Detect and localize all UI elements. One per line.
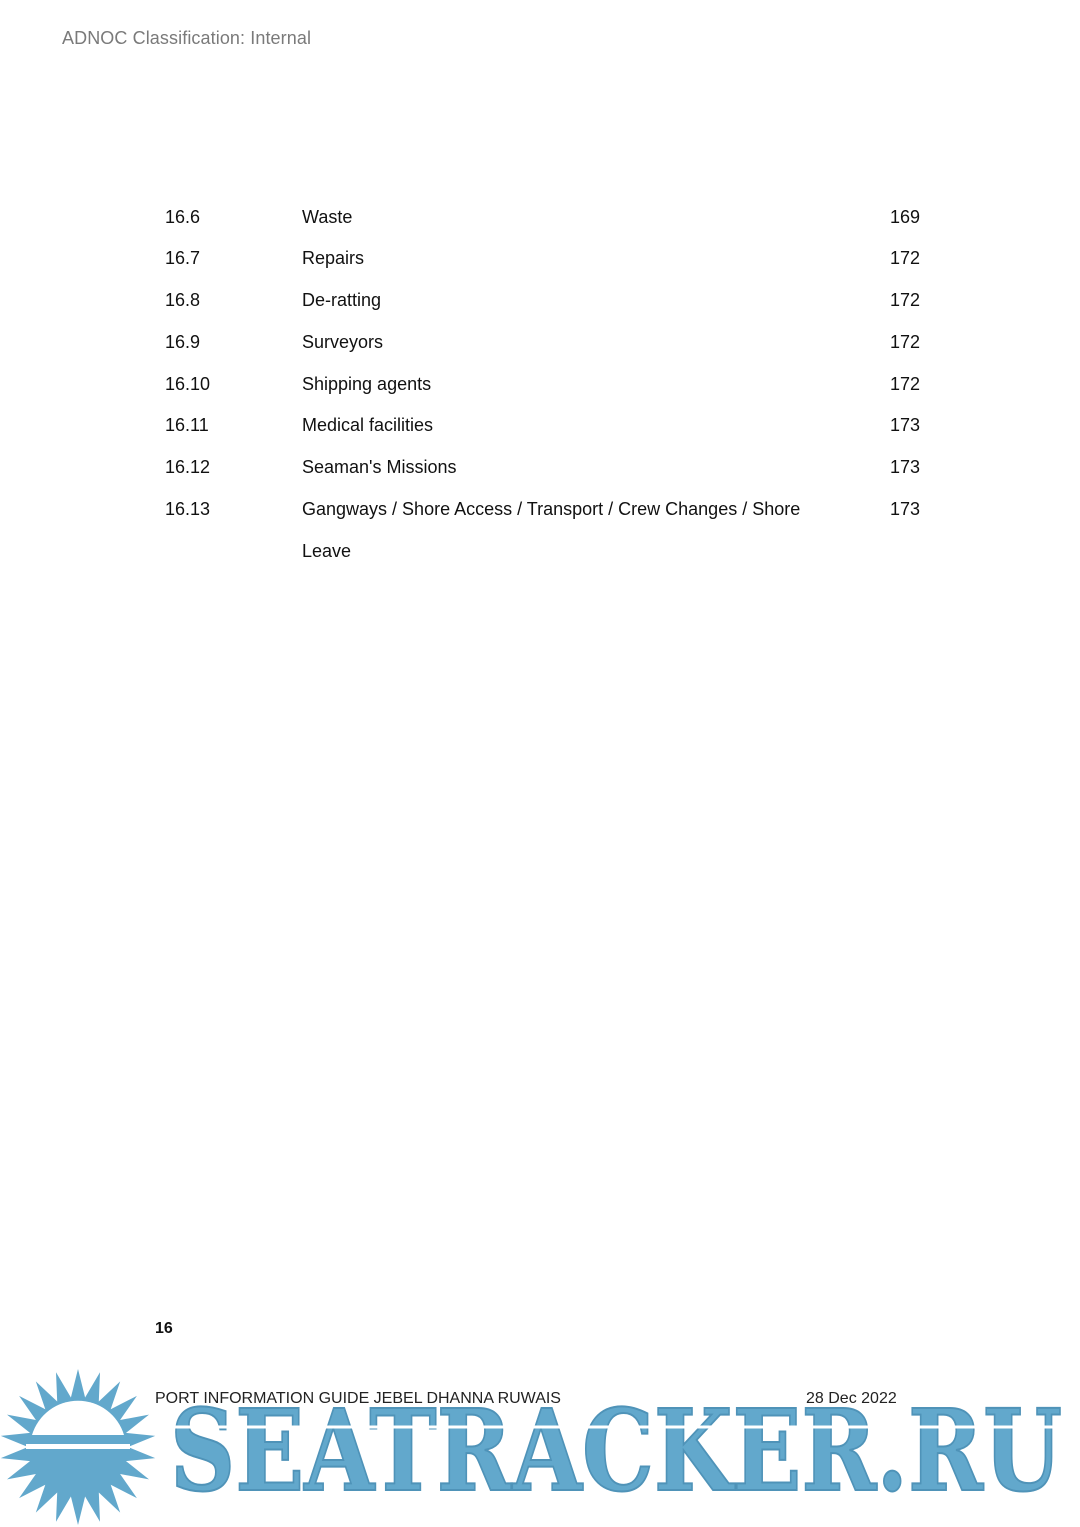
toc-entry-page: 172 xyxy=(889,248,920,268)
toc-entry-number: 16.9 xyxy=(165,332,201,352)
toc-entry xyxy=(0,488,1080,561)
toc-entry-number: 16.11 xyxy=(165,415,209,435)
footer-document-title: PORT INFORMATION GUIDE JEBEL DHANNA RUWAIS xyxy=(155,1390,561,1407)
toc-entry xyxy=(0,446,1080,488)
toc-entry-number: 16.10 xyxy=(165,374,211,394)
toc-entry-title: Shipping agents xyxy=(302,374,432,394)
page-number: 16 xyxy=(155,1320,173,1337)
classification-label: ADNOC Classification: Internal xyxy=(62,28,312,48)
toc-entry-page: 173 xyxy=(889,415,920,435)
toc-entry-page: 173 xyxy=(889,499,920,519)
toc-entry-number: 16.7 xyxy=(165,248,201,268)
toc-entry-title: Surveyors xyxy=(302,332,384,352)
toc-entry-title: Gangways / Shore Access / Transport / Crew Changes / Shore Leave xyxy=(302,499,801,561)
toc-entry-title: Repairs xyxy=(302,248,365,268)
sun-burst-icon xyxy=(1,1369,155,1525)
toc-entry-number: 16.8 xyxy=(165,290,201,310)
toc-entry-page: 173 xyxy=(889,457,920,477)
toc-entry-title: Seaman's Missions xyxy=(302,457,457,477)
toc-entry xyxy=(0,279,1080,321)
toc-entry-title: Waste xyxy=(302,207,353,227)
toc-entry xyxy=(0,321,1080,363)
toc-entry xyxy=(0,237,1080,279)
toc-entry xyxy=(0,196,1080,238)
watermark-text: SEATRACKER.RU xyxy=(170,1386,1062,1517)
toc-entry-number: 16.6 xyxy=(165,207,201,227)
toc-entry-page: 169 xyxy=(889,207,920,227)
toc-entry-page: 172 xyxy=(889,290,920,310)
footer-date: 28 Dec 2022 xyxy=(806,1390,897,1407)
toc-entry xyxy=(0,404,1080,446)
toc-entry-number: 16.13 xyxy=(165,499,211,519)
toc-entry xyxy=(0,363,1080,405)
toc-entry-number: 16.12 xyxy=(165,457,211,477)
toc-entry-page: 172 xyxy=(889,332,920,352)
toc-entry-title: De-ratting xyxy=(302,290,382,310)
toc-entry-title: Medical facilities xyxy=(302,415,434,435)
toc-entry-page: 172 xyxy=(889,374,920,394)
